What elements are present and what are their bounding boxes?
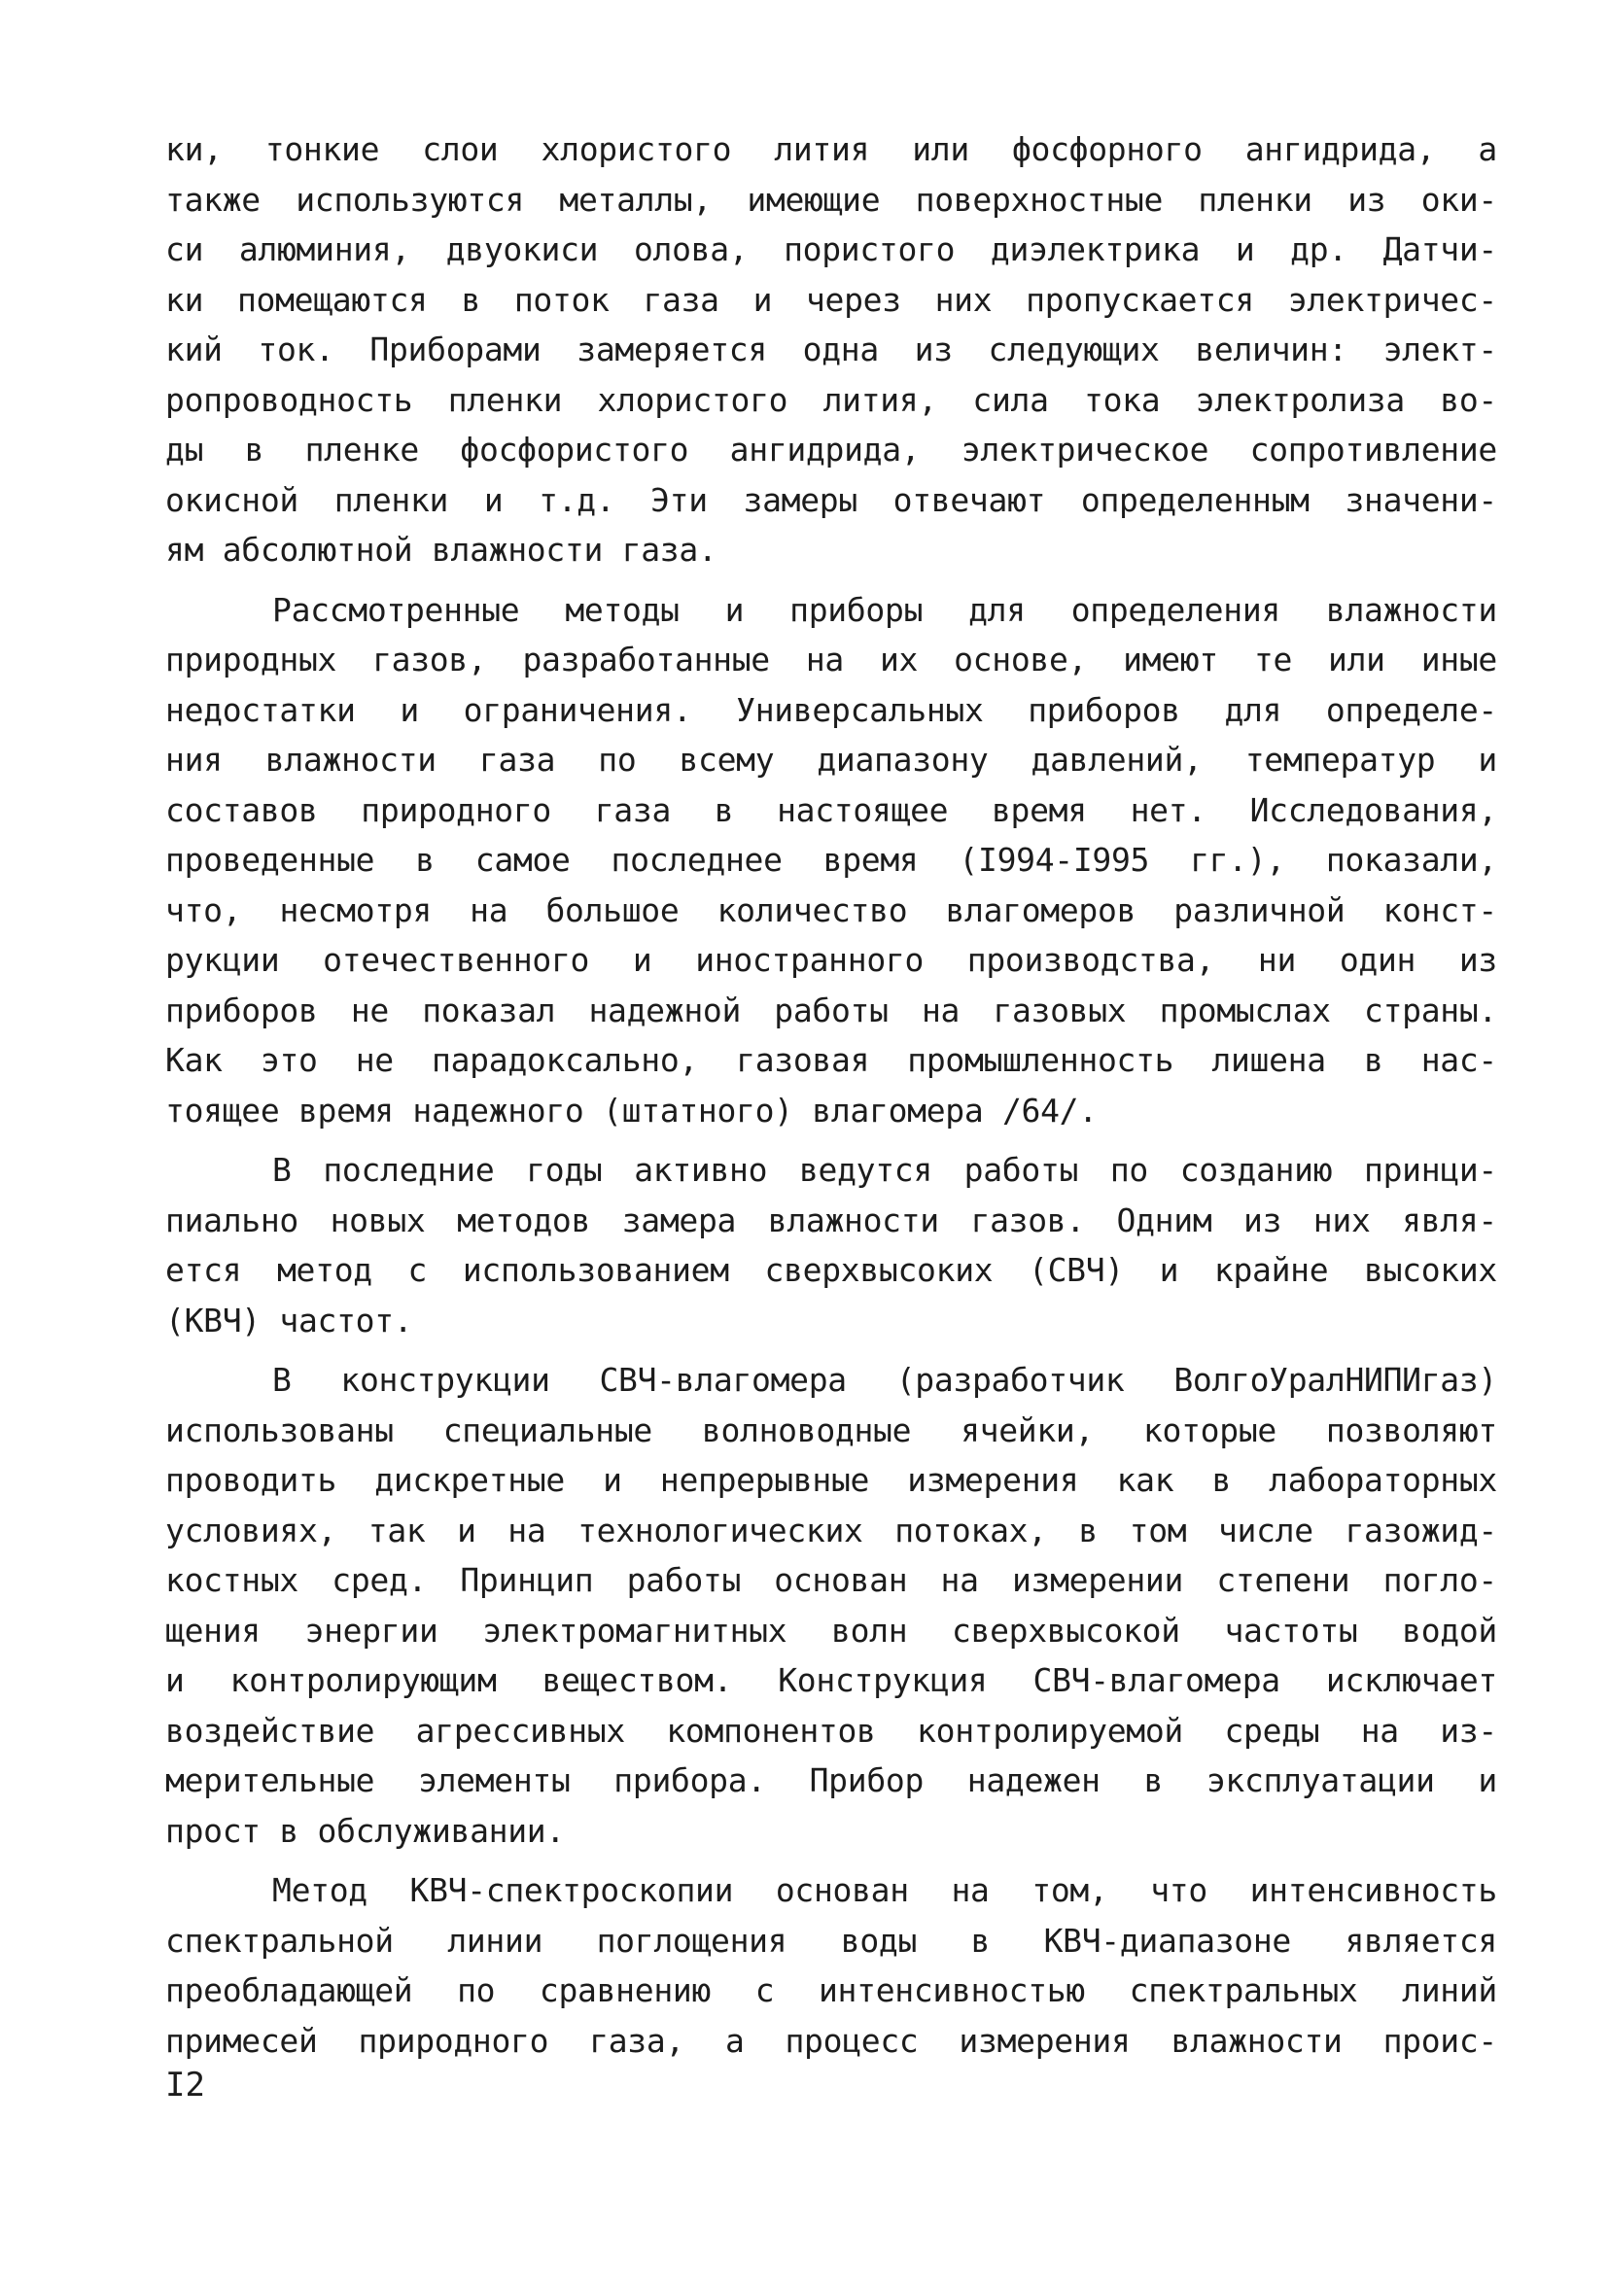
text-line: природных газов, разработанные на их основе, имеют те или иные <box>165 641 1497 678</box>
text-line: прост в обслуживании. <box>165 1811 565 1850</box>
text-line: проводить дискретные и непрерывные измерения как в лабораторных <box>165 1461 1497 1499</box>
text-line: (КВЧ) частот. <box>165 1301 413 1339</box>
text-line: ется метод с использованием сверхвысоких (СВЧ) и крайне высоких <box>165 1251 1497 1289</box>
text-line: Как это не парадоксально, газовая промышленность лишена в нас- <box>165 1041 1497 1079</box>
text-line: и контролирующим веществом. Конструкция СВЧ-влагомера исключает <box>165 1661 1497 1699</box>
text-line: пиально новых методов замера влажности газов. Одним из них явля- <box>165 1200 1497 1239</box>
text-line: окисной пленки и т.д. Эти замеры отвечают определенным значени- <box>165 480 1497 519</box>
text-line: си алюминия, двуокиси олова, пористого диэлектрика и др. Датчи- <box>165 230 1497 268</box>
text-line: приборов не показал надежной работы на газовых промыслах страны. <box>165 991 1497 1029</box>
text-line: ропроводность пленки хлористого лития, сила тока электролиза во- <box>165 380 1497 419</box>
text-line: ки, тонкие слои хлористого лития или фосфорного ангидрида, а <box>165 130 1497 168</box>
paragraph-4 <box>165 1355 1507 1856</box>
text-line: воздействие агрессивных компонентов контролируемой среды на из- <box>165 1711 1497 1750</box>
text-line: мерительные элементы прибора. Прибор надежен в эксплуатации и <box>165 1761 1497 1799</box>
text-line: условиях, так и на технологических потоках, в том числе газожид- <box>165 1511 1497 1549</box>
text-line: недостатки и ограничения. Универсальных приборов для определе- <box>165 690 1497 729</box>
text-line: Метод КВЧ-спектроскопии основан на том, что интенсивность <box>272 1871 1497 1909</box>
text-line: преобладающей по сравнению с интенсивностью спектральных линий <box>165 1971 1497 2009</box>
text-line: тоящее время надежного (штатного) влагомера /64/. <box>165 1091 1098 1130</box>
text-line: также используются металлы, имеющие поверхностные пленки из оки- <box>165 180 1497 219</box>
text-line: кий ток. Приборами замеряется одна из следующих величин: элект- <box>165 330 1497 368</box>
text-line: что, несмотря на большое количество влагомеров различной конст- <box>165 890 1497 929</box>
text-line: ды в пленке фосфористого ангидрида, электрическое сопротивление <box>165 431 1497 469</box>
text-line: ям абсолютной влажности газа. <box>165 531 717 569</box>
text-line: ния влажности газа по всему диапазону давлений, температур и <box>165 741 1497 779</box>
text-line: щения энергии электромагнитных волн сверхвысокой частоты водой <box>165 1611 1497 1650</box>
page-body <box>165 124 1507 2066</box>
text-line: костных сред. Принцип работы основан на измерении степени погло- <box>165 1561 1497 1599</box>
text-line: примесей природного газа, а процесс измерения влажности проис- <box>165 2021 1497 2060</box>
text-line: ки помещаются в поток газа и через них пропускается электричес- <box>165 280 1497 319</box>
paragraph-3 <box>165 1145 1507 1345</box>
text-line: проведенные в самое последнее время (I994-I995 гг.), показали, <box>165 841 1497 879</box>
text-line: использованы специальные волноводные ячейки, которые позволяют <box>165 1410 1497 1449</box>
text-line: В последние годы активно ведутся работы по созданию принци- <box>272 1151 1497 1189</box>
text-line: составов природного газа в настоящее время нет. Исследования, <box>165 790 1497 829</box>
text-line: Рассмотренные методы и приборы для определения влажности <box>272 590 1497 629</box>
paragraph-5 <box>165 1865 1507 2066</box>
text-line: спектральной линии поглощения воды в КВЧ-диапазоне является <box>165 1921 1497 1960</box>
page-number: I2 <box>165 2066 205 2105</box>
text-line: рукции отечественного и иностранного производства, ни один из <box>165 941 1497 979</box>
paragraph-2 <box>165 585 1507 1136</box>
text-line: В конструкции СВЧ-влагомера (разработчик ВолгоУралНИПИгаз) <box>272 1361 1497 1399</box>
paragraph-1 <box>165 124 1507 575</box>
